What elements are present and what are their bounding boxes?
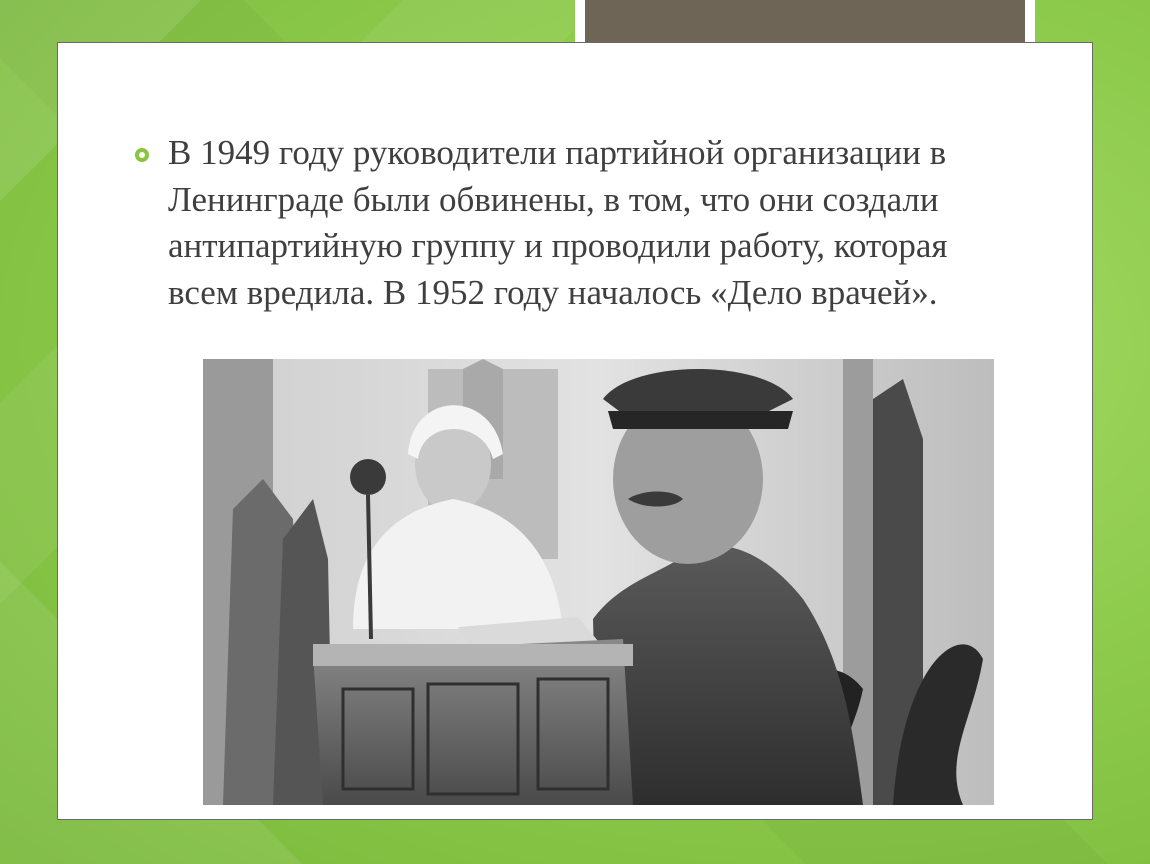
circle-bullet-icon — [135, 148, 149, 162]
slide-body-text: В 1949 году руководители партийной организации в Ленинграде были обвинены, в том, что они создали антипартийную группу и проводили работу, которая всем вредила. В 1952 году началось «Дело врачей». — [168, 133, 948, 312]
historical-photo — [203, 359, 994, 805]
